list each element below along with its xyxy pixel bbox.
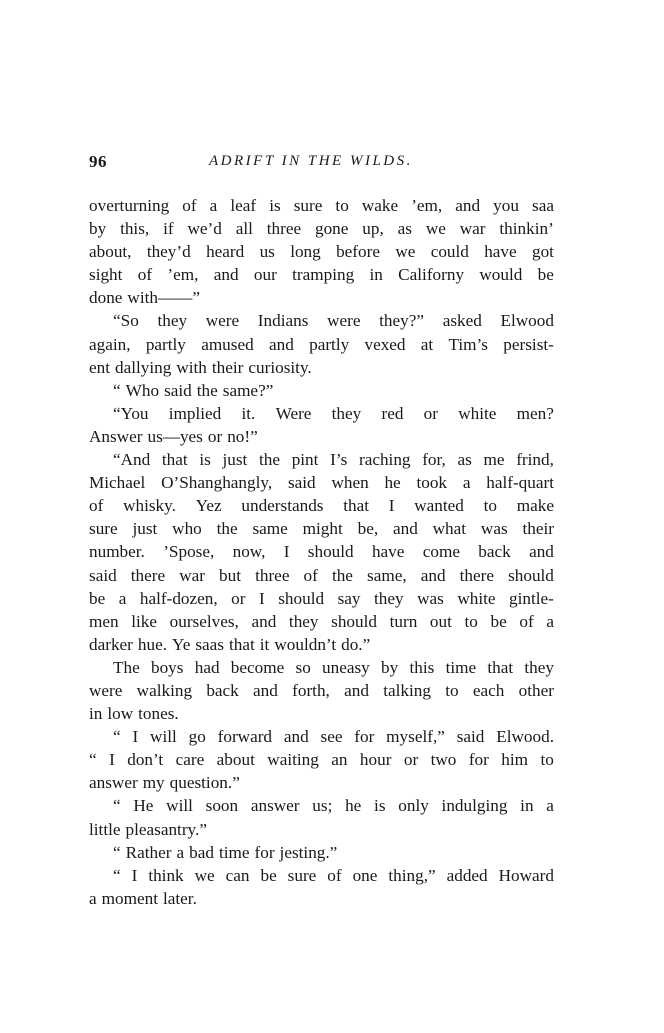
word: he: [345, 796, 362, 816]
word: all: [235, 219, 253, 239]
word: pleasantry.”: [125, 819, 207, 839]
word: frind,: [516, 450, 554, 470]
word: pint: [291, 450, 319, 470]
word: by: [89, 219, 107, 239]
word: us: [259, 242, 275, 262]
word: become: [230, 657, 285, 677]
word: I: [132, 727, 139, 747]
word: bad: [189, 842, 214, 862]
text-line: [89, 425, 554, 448]
text-line: [89, 702, 554, 725]
word: little: [89, 819, 121, 839]
word: a: [118, 588, 127, 608]
text-line: [89, 217, 554, 240]
word: can: [225, 865, 250, 885]
text-line: [89, 471, 554, 494]
word: later.: [162, 888, 197, 908]
word: sure: [287, 865, 317, 885]
word: and: [420, 565, 446, 585]
word: gone: [314, 219, 349, 239]
word: they: [157, 311, 188, 331]
word: is: [199, 450, 211, 470]
word: to: [483, 496, 498, 516]
word: implied: [168, 403, 222, 423]
word: said: [287, 473, 316, 493]
word: thing,”: [388, 865, 436, 885]
word: about,: [89, 242, 132, 262]
word: for: [354, 727, 375, 747]
word: a: [176, 842, 185, 862]
word: up,: [362, 219, 384, 239]
word: war: [179, 565, 205, 585]
text-line: [89, 517, 554, 540]
word: me: [483, 450, 505, 470]
text-line: [89, 818, 554, 841]
word: that: [161, 450, 188, 470]
word: asked: [442, 311, 482, 331]
word: have: [371, 542, 405, 562]
word: should: [331, 611, 377, 631]
word: number.: [89, 542, 145, 562]
word: think: [148, 865, 184, 885]
word: to: [540, 750, 554, 770]
word: “You: [113, 403, 149, 423]
word: walking: [136, 680, 193, 700]
word: boys: [150, 657, 184, 677]
word: I: [258, 588, 265, 608]
text-line: [89, 540, 554, 563]
word: I’s: [330, 450, 348, 470]
text-line: [89, 402, 554, 425]
word: is: [374, 796, 386, 816]
word: gintle-: [509, 588, 554, 608]
word: Howard: [498, 865, 554, 885]
word: took: [416, 473, 448, 493]
word: three: [266, 219, 302, 239]
text-line: [89, 771, 554, 794]
text-line: [89, 448, 554, 471]
word: us;: [312, 796, 333, 816]
word: a: [546, 611, 554, 631]
word: and: [251, 611, 277, 631]
word: there: [459, 565, 494, 585]
word: of: [303, 565, 318, 585]
word: added: [446, 865, 488, 885]
text-line: [89, 194, 554, 217]
word: this: [409, 657, 435, 677]
word: him: [501, 750, 529, 770]
text-line: [89, 841, 554, 864]
word: Answer: [89, 426, 143, 446]
word: of: [89, 496, 104, 516]
word: moment: [101, 888, 158, 908]
word: with——”: [127, 288, 200, 308]
word: long: [290, 242, 321, 262]
word: we: [194, 865, 215, 885]
text-line: [89, 679, 554, 702]
word: and: [268, 334, 294, 354]
word: red: [381, 403, 404, 423]
word: have: [484, 242, 517, 262]
word: will: [166, 796, 193, 816]
word: I: [109, 750, 115, 770]
word: raching: [358, 450, 411, 470]
word: care: [175, 750, 205, 770]
word: forth,: [292, 680, 330, 700]
word: war: [459, 219, 486, 239]
word: question.”: [169, 773, 240, 793]
word: were: [327, 311, 361, 331]
word: they: [373, 588, 404, 608]
word: should: [307, 542, 354, 562]
word: Ye: [172, 634, 191, 654]
text-line: [89, 864, 554, 887]
word: same?”: [222, 380, 274, 400]
word: Michael: [89, 473, 146, 493]
word: saa: [532, 196, 554, 215]
word: there: [130, 565, 166, 585]
word: amused: [201, 334, 254, 354]
word: we: [395, 242, 416, 262]
text-line: [89, 564, 554, 587]
word: He: [133, 796, 154, 816]
word: before: [336, 242, 380, 262]
word: Who: [125, 380, 160, 400]
word: us—yes: [147, 426, 203, 446]
word: at: [420, 334, 434, 354]
word: of: [137, 265, 153, 285]
word: said: [89, 565, 117, 585]
word: if: [163, 219, 174, 239]
word: their: [211, 357, 244, 377]
word: about: [216, 750, 255, 770]
text-line: [89, 633, 554, 656]
word: tramping: [292, 265, 355, 285]
word: see: [320, 727, 343, 747]
word: make: [516, 496, 554, 516]
word: waiting: [267, 750, 319, 770]
word: be: [89, 588, 106, 608]
word: talking: [383, 680, 431, 700]
word: be: [260, 865, 277, 885]
running-title: ADRIFT IN THE WILDS.: [209, 153, 413, 169]
word: wouldn’t: [274, 634, 337, 654]
word: for: [468, 750, 489, 770]
word: it.: [241, 403, 256, 423]
word: ’em,: [411, 196, 443, 215]
word: as: [397, 219, 412, 239]
word: each: [472, 680, 505, 700]
word: ’Spose,: [163, 542, 215, 562]
word: got: [531, 242, 554, 262]
word: hour: [359, 750, 392, 770]
word: now,: [232, 542, 266, 562]
word: The: [113, 657, 140, 677]
text-line: [89, 656, 554, 679]
word: vexed: [364, 334, 406, 354]
word: done: [89, 288, 123, 308]
running-head: [89, 152, 554, 174]
word: white: [458, 403, 497, 423]
word: a: [89, 888, 97, 908]
word: indulging: [441, 796, 508, 816]
word: in: [520, 796, 534, 816]
word: they: [524, 657, 554, 677]
word: said: [164, 380, 192, 400]
word: the: [216, 519, 238, 539]
word: with: [176, 357, 207, 377]
word: jesting.”: [279, 842, 338, 862]
text-line: [89, 333, 554, 356]
word: darker: [89, 634, 133, 654]
word: men?: [516, 403, 554, 423]
text-line: [89, 240, 554, 263]
word: it: [259, 634, 270, 654]
word: we’d: [187, 219, 222, 239]
word: sure: [89, 519, 118, 539]
word: he: [384, 473, 401, 493]
word: like: [131, 611, 157, 631]
word: Elwood: [500, 311, 554, 331]
word: ourselves,: [169, 611, 239, 631]
word: by: [381, 657, 399, 677]
word: were: [89, 680, 123, 700]
word: Were: [275, 403, 312, 423]
word: the: [259, 450, 281, 470]
word: said: [456, 727, 485, 747]
word: just: [132, 519, 158, 539]
word: myself,”: [386, 727, 445, 747]
word: “: [113, 842, 121, 862]
text-line: [89, 748, 554, 771]
word: and: [253, 680, 278, 700]
text-line: [89, 379, 554, 402]
word: understands: [241, 496, 324, 516]
word: were: [205, 311, 240, 331]
word: a: [209, 196, 218, 215]
word: as: [457, 450, 472, 470]
word: would: [479, 265, 523, 285]
word: no!”: [227, 426, 258, 446]
word: what: [432, 519, 467, 539]
word: other: [518, 680, 554, 700]
word: curiosity.: [248, 357, 312, 377]
word: don’t: [127, 750, 164, 770]
word: Elwood.: [496, 727, 554, 747]
word: and: [529, 542, 554, 562]
word: an: [331, 750, 348, 770]
word: out: [429, 611, 452, 631]
word: thinkin’: [499, 219, 554, 239]
word: one: [352, 865, 378, 885]
word: soon: [205, 796, 239, 816]
word: we: [425, 219, 446, 239]
word: overturning: [89, 196, 170, 215]
word: heard: [206, 242, 245, 262]
word: ent: [89, 357, 110, 377]
word: back: [478, 542, 511, 562]
word: again,: [89, 334, 131, 354]
word: had: [194, 657, 220, 677]
word: say: [337, 588, 361, 608]
word: just: [222, 450, 248, 470]
word: in: [369, 265, 383, 285]
word: same: [252, 519, 288, 539]
word: be,: [357, 519, 379, 539]
word: wanted: [414, 496, 464, 516]
word: uneasy: [322, 657, 370, 677]
word: and: [392, 519, 418, 539]
word: three: [255, 565, 290, 585]
word: was: [417, 588, 444, 608]
word: or: [403, 750, 419, 770]
word: turn: [389, 611, 418, 631]
word: Tim’s: [448, 334, 488, 354]
word: wake: [361, 196, 399, 215]
word: tones.: [138, 704, 179, 724]
word: whisky.: [123, 496, 176, 516]
word: the: [331, 565, 353, 585]
text-line: [89, 494, 554, 517]
word: they: [331, 403, 362, 423]
word: in: [89, 704, 103, 724]
word: only: [398, 796, 429, 816]
word: two: [430, 750, 457, 770]
word: their: [522, 519, 554, 539]
word: sight: [89, 265, 123, 285]
word: when: [331, 473, 369, 493]
word: white: [457, 588, 496, 608]
word: and: [213, 265, 239, 285]
word: is: [269, 196, 281, 215]
word: to: [464, 611, 478, 631]
word: do.”: [341, 634, 371, 654]
word: go: [188, 727, 206, 747]
word: “And: [113, 450, 151, 470]
text-line: [89, 356, 554, 379]
word: and: [344, 680, 369, 700]
word: was: [480, 519, 508, 539]
word: Californy: [398, 265, 465, 285]
word: and: [283, 727, 309, 747]
word: so: [295, 657, 311, 677]
word: this,: [120, 219, 150, 239]
word: the: [196, 380, 218, 400]
word: ’em,: [167, 265, 199, 285]
word: of: [182, 196, 197, 215]
word: come: [422, 542, 460, 562]
page-number: 96: [89, 152, 107, 171]
word: I: [388, 496, 395, 516]
word: Rather: [125, 842, 172, 862]
text-line: [89, 286, 554, 309]
word: half-quart: [486, 473, 554, 493]
word: I: [283, 542, 290, 562]
word: that: [487, 657, 514, 677]
word: hue.: [137, 634, 168, 654]
word: “: [113, 380, 121, 400]
word: should: [278, 588, 325, 608]
word: back: [206, 680, 239, 700]
word: answer: [250, 796, 300, 816]
word: sure: [293, 196, 323, 215]
word: for,: [422, 450, 446, 470]
word: I: [131, 865, 138, 885]
word: Indians: [257, 311, 309, 331]
word: or: [231, 588, 246, 608]
word: “So: [113, 311, 139, 331]
word: our: [253, 265, 277, 285]
word: that: [229, 634, 255, 654]
word: partly: [145, 334, 186, 354]
word: but: [219, 565, 242, 585]
body-text: [89, 194, 554, 910]
word: they?”: [379, 311, 425, 331]
word: or: [207, 426, 223, 446]
word: they’d: [146, 242, 191, 262]
word: will: [150, 727, 177, 747]
word: time: [445, 657, 477, 677]
word: partly: [309, 334, 350, 354]
word: persist-: [503, 334, 554, 354]
word: that: [343, 496, 370, 516]
word: to: [445, 680, 459, 700]
word: of: [327, 865, 342, 885]
word: should: [508, 565, 554, 585]
word: my: [142, 773, 165, 793]
word: could: [430, 242, 469, 262]
word: saas: [195, 634, 224, 654]
word: they: [288, 611, 319, 631]
word: be: [537, 265, 554, 285]
word: answer: [89, 773, 138, 793]
text-line: [89, 610, 554, 633]
word: time: [218, 842, 250, 862]
word: to: [335, 196, 349, 215]
word: leaf: [230, 196, 257, 215]
word: half-dozen,: [139, 588, 218, 608]
word: for: [254, 842, 275, 862]
word: and: [455, 196, 481, 215]
word: be: [490, 611, 507, 631]
word: men: [89, 611, 119, 631]
text-line: [89, 309, 554, 332]
word: a: [546, 796, 554, 816]
word: “: [113, 865, 121, 885]
word: “: [113, 796, 121, 816]
word: of: [519, 611, 534, 631]
text-line: [89, 725, 554, 748]
word: a: [462, 473, 471, 493]
word: or: [423, 403, 438, 423]
word: you: [493, 196, 519, 215]
word: who: [172, 519, 202, 539]
word: O’Shanghangly,: [161, 473, 273, 493]
text-line: [89, 794, 554, 817]
word: “: [89, 750, 97, 770]
word: Yez: [195, 496, 222, 516]
text-line: [89, 887, 554, 910]
text-line: [89, 587, 554, 610]
word: low: [107, 704, 134, 724]
word: might: [302, 519, 343, 539]
word: dallying: [115, 357, 172, 377]
word: forward: [217, 727, 273, 747]
word: “: [113, 727, 121, 747]
text-line: [89, 263, 554, 286]
word: same,: [367, 565, 407, 585]
